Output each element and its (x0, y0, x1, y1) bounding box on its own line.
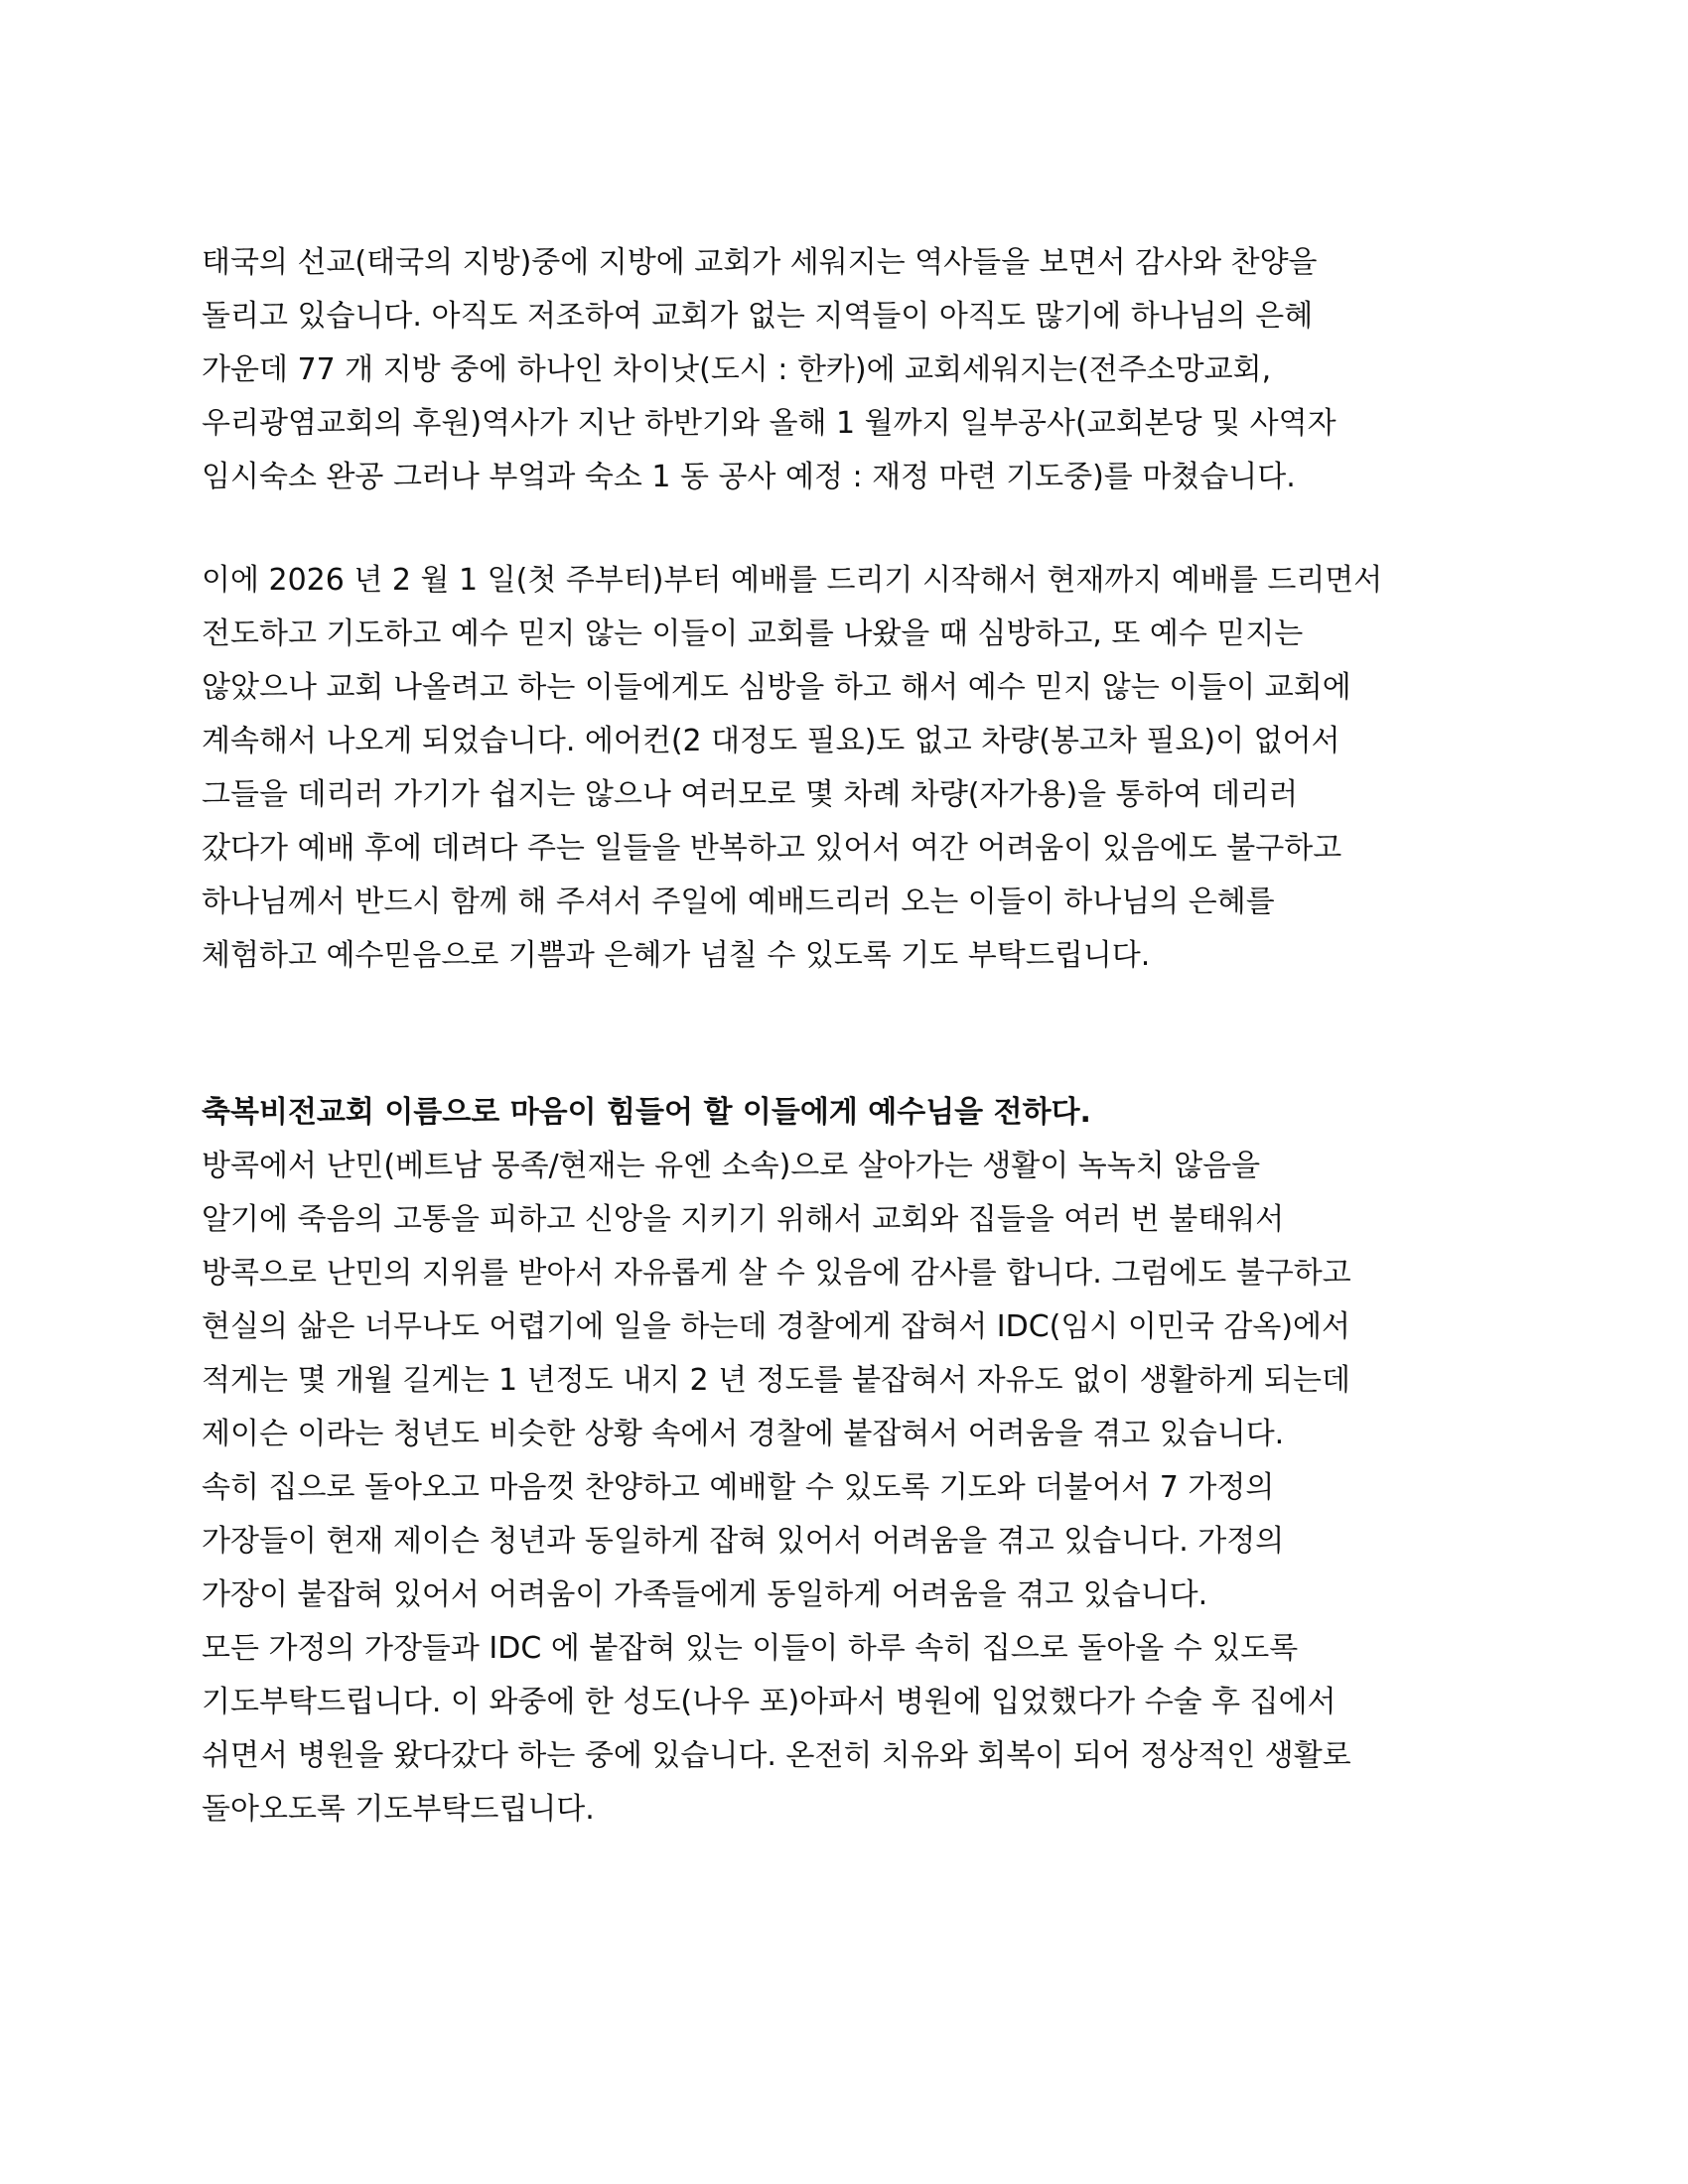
text-line: 돌리고 있습니다. 아직도 저조하여 교회가 없는 지역들이 아직도 많기에 하나님의 은혜 (202, 299, 1314, 334)
text-line: 하나님께서 반드시 함께 해 주셔서 주일에 예배드리러 오는 이들이 하나님의 은혜를 (202, 885, 1275, 919)
paragraph-spacer (202, 504, 1492, 554)
text-line: 않았으나 교회 나올려고 하는 이들에게도 심방을 하고 해서 예수 믿지 않는 이들이 교회에 (202, 670, 1351, 705)
text-line: 모든 가정의 가장들과 IDC 에 붙잡혀 있는 이들이 하루 속히 집으로 돌아올 수 있도록 (202, 1631, 1299, 1666)
document-body (202, 236, 1492, 1837)
text-line: 우리광염교회의 후원)역사가 지난 하반기와 올해 1 월까지 일부공사(교회본당 및 사역자 (202, 406, 1336, 441)
text-line: 이에 2026 년 2 월 1 일(첫 주부터)부터 예배를 드리기 시작해서 현재까지 예배를 드리면서 (202, 563, 1383, 598)
text-line: 돌아오도록 기도부탁드립니다. (202, 1792, 595, 1827)
text-line: 가운데 77 개 지방 중에 하나인 차이낫(도시 : 한카)에 교회세워지는(전주소망교회, (202, 352, 1272, 387)
section-refugee-ministry (202, 1086, 1492, 1837)
text-line: 적게는 몇 개월 길게는 1 년정도 내지 2 년 정도를 붙잡혀서 자유도 없이 생활하게 되는데 (202, 1363, 1350, 1398)
text-line: 방콕에서 난민(베트남 몽족/현재는 유엔 소속)으로 살아가는 생활이 녹녹치 않음을 (202, 1149, 1261, 1183)
section-heading: 축복비전교회 이름으로 마음이 힘들어 할 이들에게 예수님을 전하다. (202, 1095, 1091, 1130)
text-line: 현실의 삶은 너무나도 어렵기에 일을 하는데 경찰에게 잡혀서 IDC(임시 이민국 감옥)에서 (202, 1309, 1350, 1344)
text-line: 쉬면서 병원을 왔다갔다 하는 중에 있습니다. 온전히 치유와 회복이 되어 정상적인 생활로 (202, 1738, 1351, 1773)
text-line: 알기에 죽음의 고통을 피하고 신앙을 지키기 위해서 교회와 집들을 여러 번 불태워서 (202, 1202, 1285, 1237)
section-spacer (202, 983, 1492, 1086)
text-line: 방콕으로 난민의 지위를 받아서 자유롭게 살 수 있음에 감사를 합니다. 그럼에도 불구하고 (202, 1256, 1351, 1291)
text-line: 체험하고 예수믿음으로 기쁨과 은혜가 넘칠 수 있도록 기도 부탁드립니다. (202, 938, 1151, 973)
paragraph-worship-start (202, 554, 1492, 983)
text-line: 갔다가 예배 후에 데려다 주는 일들을 반복하고 있어서 여간 어려움이 있음에도 불구하고 (202, 831, 1342, 866)
text-line: 속히 집으로 돌아오고 마음껏 찬양하고 예배할 수 있도록 기도와 더불어서 7 가정의 (202, 1470, 1275, 1505)
text-line: 가장이 붙잡혀 있어서 어려움이 가족들에게 동일하게 어려움을 겪고 있습니다. (202, 1577, 1208, 1612)
paragraph-thailand-mission (202, 236, 1492, 504)
text-line: 계속해서 나오게 되었습니다. 에어컨(2 대정도 필요)도 없고 차량(봉고차 필요)이 없어서 (202, 724, 1340, 758)
text-line: 그들을 데리러 가기가 쉽지는 않으나 여러모로 몇 차례 차량(자가용)을 통하여 데리러 (202, 777, 1299, 812)
text-line: 태국의 선교(태국의 지방)중에 지방에 교회가 세워지는 역사들을 보면서 감사와 찬양을 (202, 245, 1318, 280)
text-line: 제이슨 이라는 청년도 비슷한 상황 속에서 경찰에 붙잡혀서 어려움을 겪고 있습니다. (202, 1417, 1285, 1451)
text-line: 가장들이 현재 제이슨 청년과 동일하게 잡혀 있어서 어려움을 겪고 있습니다. 가정의 (202, 1524, 1285, 1559)
text-line: 전도하고 기도하고 예수 믿지 않는 이들이 교회를 나왔을 때 심방하고, 또 예수 믿지는 (202, 616, 1304, 651)
text-line: 임시숙소 완공 그러나 부엌과 숙소 1 동 공사 예정 : 재정 마련 기도중)를 마쳤습니다. (202, 460, 1296, 494)
text-line: 기도부탁드립니다. 이 와중에 한 성도(나우 포)아파서 병원에 입었했다가 수술 후 집에서 (202, 1685, 1336, 1719)
